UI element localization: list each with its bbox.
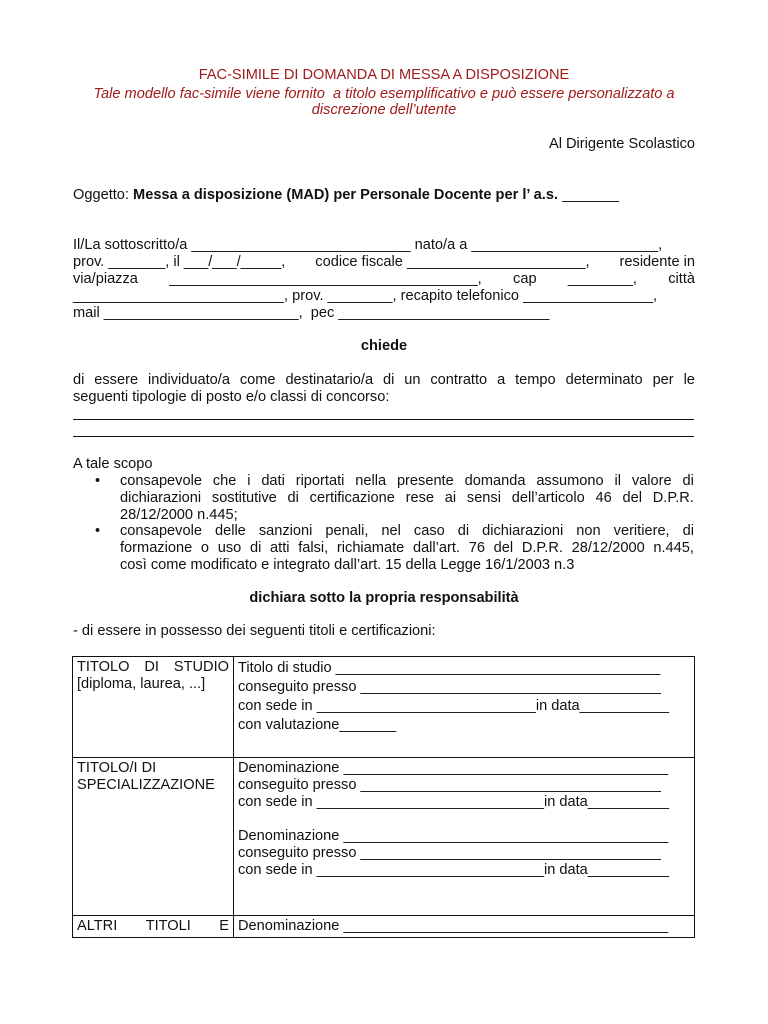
word: D.P.R. [521,540,563,556]
titles-table [72,656,695,938]
subject-blank: _______ [562,187,619,203]
word: contratto [430,372,488,388]
personal-line-4 [73,288,695,305]
word: STUDIO [173,659,229,675]
word: come [239,372,276,388]
bullet-symbol: • [95,523,101,539]
word: domanda [464,473,526,489]
word: penali, [325,523,369,539]
word: n.445, [653,540,694,556]
personal-text: ________, [567,271,637,287]
word: formazione [120,540,193,556]
form-line: con sede in ___________________________in data___________ [238,698,669,714]
word: nella [355,473,387,489]
request-heading: chiede [360,338,408,354]
table-row [73,758,695,916]
responsibility-heading: dichiara sotto la propria responsabilità [249,590,519,606]
word: 46 [595,490,612,506]
word: di [73,372,85,388]
bullet1-line-3: 28/12/2000 n.445; [120,507,238,523]
fill-in-line [73,436,694,437]
document-subtitle-line2: discrezione dell’utente [311,102,457,118]
request-line-2: seguenti tipologie di posto e/o classi di concorso: [73,389,390,405]
label-line: SPECIALIZZAZIONE [77,777,215,793]
word: rese [405,490,434,506]
personal-text: prov. _______, il ___/___/_____, [73,254,286,270]
word: di [287,490,299,506]
word: individuato/a [147,372,230,388]
form-line: conseguito presso _____________________________________ [238,679,661,695]
document-title: FAC-SIMILE DI DOMANDA DI MESSA A DISPOSIZIONE [198,67,570,83]
word: dichiarazioni [482,523,564,539]
word: o [200,540,210,556]
form-line: Denominazione ________________________________________ [238,760,669,776]
word: E [219,918,229,934]
word: falsi, [298,540,329,556]
word: i [247,473,251,489]
word: il [614,473,622,489]
word: 76 [468,540,485,556]
word: consapevole [120,473,202,489]
table-value-cell [234,758,695,916]
personal-line-3 [73,271,695,288]
subject-label: Oggetto: [73,187,134,203]
table-value-cell [234,916,695,938]
label-line [77,918,229,935]
word: di [249,540,262,556]
subject-text: Messa a disposizione (MAD) per Personale Docente per l’ a.s. [133,187,563,203]
word: di [457,523,470,539]
word: TITOLI [145,918,191,934]
form-line: con sede in ____________________________in data__________ [238,794,669,810]
word: certificazione [309,490,395,506]
word: dichiarazioni [120,490,202,506]
recipient: Al Dirigente Scolastico [548,136,695,152]
word: del [622,490,642,506]
word: dell’articolo [511,490,585,506]
word: assumono [536,473,604,489]
word: richiamate [336,540,405,556]
label-line [77,659,229,676]
word: tempo [515,372,556,388]
word: essere [94,372,139,388]
subject-line [73,187,619,204]
word: TITOLO [77,659,130,675]
bullet-symbol: • [95,473,101,489]
word: 28/12/2000 [571,540,645,556]
word: ai [444,490,457,506]
word: delle [214,523,246,539]
word: uso [217,540,242,556]
word: dati [261,473,285,489]
personal-text: __________________________, prov. ________, recapito telefonico ________________, [73,288,658,304]
bullet2-line-3: così come modificato e integrato dall’art. 15 della Legge 16/1/2003 n.3 [120,557,575,573]
personal-text: cap [513,271,537,287]
word: di [382,372,395,388]
table-row [73,916,695,938]
form-line: Denominazione ________________________________________ [238,828,669,844]
word: dall’art. [412,540,460,556]
personal-text: ______________________________________, [169,271,482,287]
word: nel [381,523,401,539]
document-subtitle-line1: Tale modello fac-simile viene fornito a titolo esemplificativo e può essere personalizzato a [93,86,675,102]
personal-text: via/piazza [73,271,138,287]
fill-in-line [73,419,694,420]
word: destinatario/a [285,372,374,388]
declarations-intro: A tale scopo [73,456,153,472]
word: valore [631,473,672,489]
table-value-cell [234,657,695,758]
word: di [682,473,694,489]
table-label-cell [73,657,234,758]
word: atti [270,540,290,556]
responsibility-intro: - di essere in possesso dei seguenti titoli e certificazioni: [73,623,436,639]
form-line: con valutazione_______ [238,717,397,733]
bullet1-line-1 [120,473,694,490]
word: sensi [466,490,501,506]
word: consapevole [120,523,202,539]
word: le [683,372,695,388]
form-line: conseguito presso _____________________________________ [238,777,661,793]
label-line: [diploma, laurea, ...] [77,676,206,692]
personal-text: Il/La sottoscritto/a ___________________________ nato/a a _______________________, [73,237,663,253]
personal-line-1 [73,237,695,254]
personal-line-2 [73,254,695,271]
personal-text: codice fiscale ______________________, [315,254,590,270]
table-row [73,657,695,758]
word: un [404,372,421,388]
word: che [212,473,237,489]
personal-line-5: mail ________________________, pec __________________________ [73,305,550,321]
word: determinato [565,372,643,388]
word: sanzioni [258,523,313,539]
word: caso [413,523,445,539]
word: sostitutive [211,490,277,506]
bullet1-line-2 [120,490,694,507]
word: veritiere, [613,523,670,539]
label-line: TITOLO/I DI [77,760,157,776]
spacer [238,811,690,828]
table-label-cell [73,916,234,938]
word: del [493,540,514,556]
word: presente [396,473,454,489]
bullet2-line-1 [120,523,694,540]
word: di [682,523,694,539]
bullet2-line-2 [120,540,694,557]
word: non [576,523,601,539]
form-line: con sede in ____________________________in data__________ [238,862,669,878]
word: D.P.R. [652,490,694,506]
table-label-cell [73,758,234,916]
personal-text: città [668,271,695,287]
form-line: conseguito presso _____________________________________ [238,845,661,861]
word: riportati [295,473,345,489]
word: per [652,372,674,388]
word: DI [144,659,159,675]
request-line-1 [73,372,695,389]
word: a [497,372,506,388]
word: ALTRI [77,918,118,934]
form-line: Denominazione ________________________________________ [238,918,669,934]
personal-text: residente in [619,254,695,270]
form-line: Titolo di studio ________________________________________ [238,660,661,676]
